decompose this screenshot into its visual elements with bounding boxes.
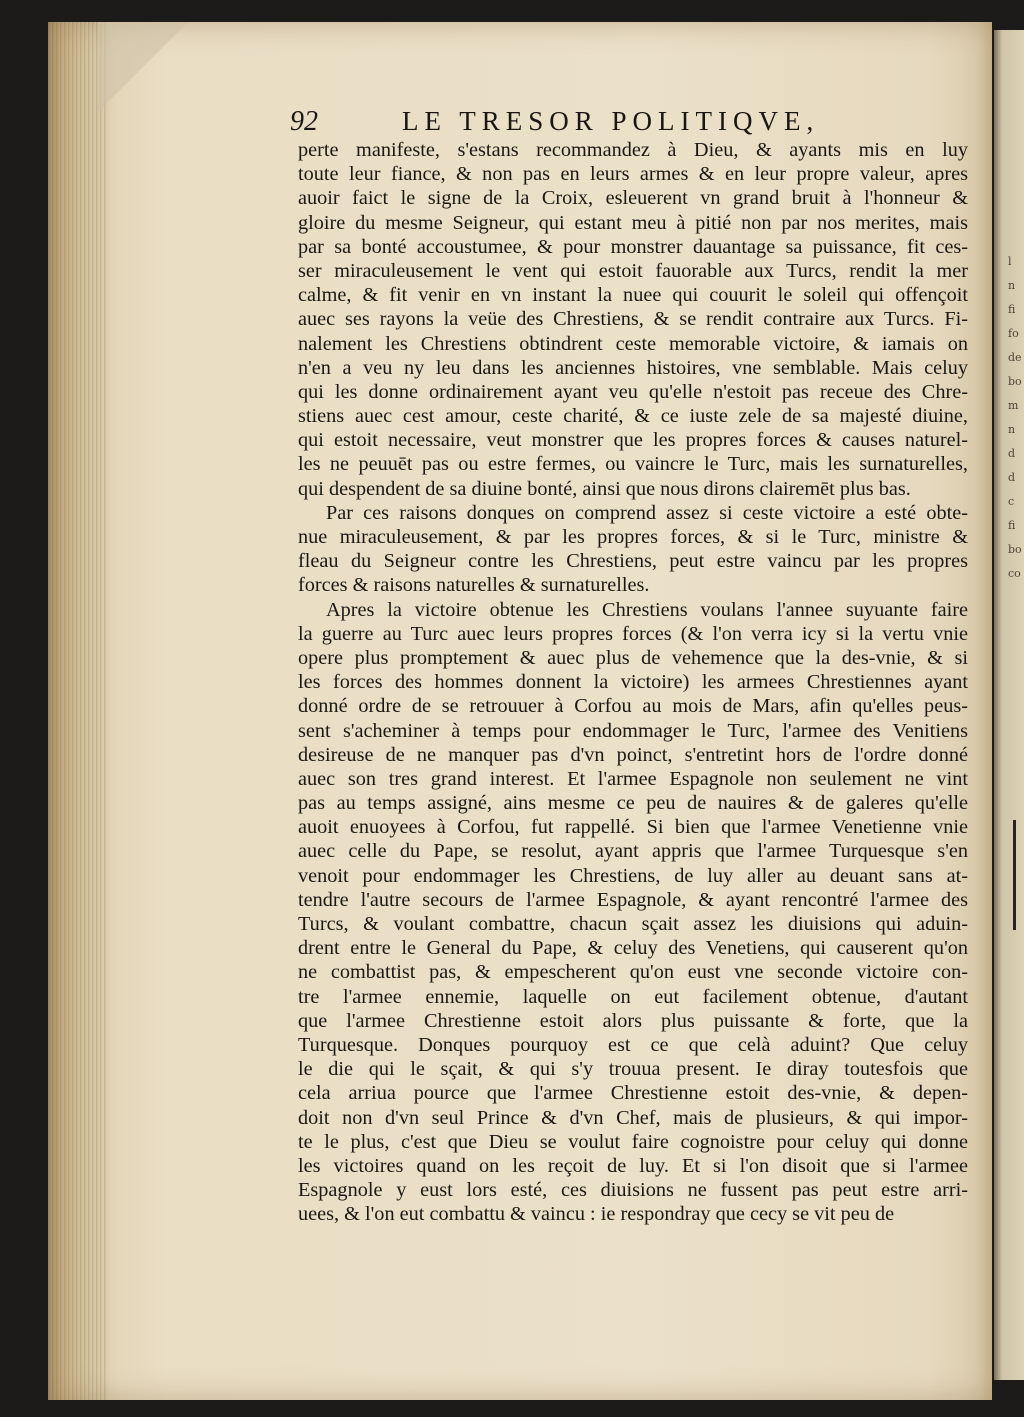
- adjacent-page-fragment: d: [1008, 471, 1016, 484]
- text-line: auoit enuoyees à Corfou, fut rappellé. Si bien que l'armee Venetienne vnie: [298, 816, 968, 839]
- adjacent-page: [994, 30, 1024, 1380]
- text-line: le die qui le sçait, & qui s'y trouua present. Ie diray toutesfois que: [298, 1058, 968, 1081]
- text-line: venoit pour endommager les Chrestiens, de luy aller au deuant sans at-: [298, 864, 968, 887]
- adjacent-page-fragment: fi: [1008, 303, 1016, 316]
- text-line: pas au temps assigné, ains mesme ce peu de nauires & de galeres qu'elle: [298, 792, 968, 815]
- text-line: uees, & l'on eut combattu & vaincu : ie respondray que cecy se vit peu de: [298, 1203, 895, 1226]
- text-line: sent s'acheminer à temps pour endommager le Turc, l'armee des Venitiens: [298, 719, 968, 742]
- adjacent-page-mark: [1013, 820, 1016, 930]
- text-line: auoir faict le signe de la Croix, esleuerent vn grand bruit à l'honneur &: [298, 187, 968, 210]
- adjacent-page-text: [1008, 250, 1024, 586]
- text-line: fleau du Seigneur contre les Chrestiens, peut estre vaincu par les propres: [298, 550, 968, 573]
- adjacent-page-fragment: de: [1008, 351, 1022, 364]
- text-line: te le plus, c'est que Dieu se voulut faire cognoistre pour celuy qui donne: [298, 1130, 968, 1153]
- text-line: tendre l'autre secours de l'armee Espagnole, & ayant rencontré l'armee des: [298, 888, 968, 911]
- text-line: les victoires quand on les reçoit de luy. Et si l'on disoit que si l'armee: [298, 1154, 968, 1177]
- adjacent-page-fragment: m: [1008, 399, 1019, 412]
- text-line: Par ces raisons donques on comprend assez si ceste victoire a esté obte-: [326, 501, 968, 524]
- text-line: les forces des hommes donnent la victoire) les armees Chrestiennes ayant: [298, 671, 968, 694]
- text-line: auec celle du Pape, se resolut, ayant appris que l'armee Turquesque s'en: [298, 840, 968, 863]
- text-line: les ne peuuēt pas ou estre fermes, ou vaincre le Turc, mais les surnaturelles,: [298, 453, 968, 476]
- text-line: par sa bonté accoustumee, & pour monstrer dauantage sa puissance, fit ces-: [298, 235, 968, 258]
- text-line: que l'armee Chrestienne estoit alors plus puissante & forte, que la: [298, 1009, 968, 1032]
- text-line: la guerre au Turc auec leurs propres forces (& l'on verra icy si la vertu vnie: [298, 622, 968, 645]
- text-line: donné ordre de se retrouuer à Corfou au mois de Mars, afin qu'elles peus-: [298, 695, 968, 718]
- text-line: qui estoit necessaire, veut monstrer que les propres forces & causes naturel-: [298, 429, 968, 452]
- text-line: perte manifeste, s'estans recommandez à Dieu, & ayants mis en luy: [298, 139, 968, 161]
- text-line: stiens auec cest amour, ceste charité, & ce iuste zele de sa majesté diuine,: [298, 405, 968, 428]
- adjacent-page-fragment: n: [1008, 279, 1016, 292]
- text-line: Espagnole y eust lors esté, ces diuisions ne fussent pas peut estre arri-: [298, 1179, 968, 1202]
- adjacent-page-fragment: bo: [1008, 543, 1022, 556]
- text-line: drent entre le General du Pape, & celuy des Venetiens, qui causerent qu'on: [298, 937, 968, 960]
- text-line: Apres la victoire obtenue les Chrestiens voulans l'annee suyuante faire: [326, 598, 968, 621]
- text-line: ser miraculeusement le vent qui estoit fauorable aux Turcs, rendit la mer: [298, 259, 968, 282]
- adjacent-page-fragment: fo: [1008, 327, 1019, 340]
- text-line: Turquesque. Donques pourquoy est ce que celà aduint? Que celuy: [298, 1033, 968, 1056]
- page-corner-fold: [98, 22, 188, 112]
- text-line: nalement les Chrestiens obtindrent ceste memorable victoire, & iamais on: [298, 332, 968, 355]
- text-line: opere plus promptement & auec plus de vehemence que la des-vnie, & si: [298, 646, 968, 669]
- page-header: [290, 102, 990, 142]
- text-line: desireuse de ne manquer pas d'vn poinct, s'entretint hors de l'ordre donné: [298, 743, 968, 766]
- text-line: cela arriua pource que l'armee Chrestienne estoit des-vnie, & depen-: [298, 1082, 968, 1105]
- text-line: calme, & fit venir en vn instant la nuee qui couurit le soleil qui offençoit: [298, 284, 968, 307]
- text-line: gloire du mesme Seigneur, qui estant meu à pitié non par nos merites, mais: [298, 211, 968, 234]
- text-line: auec ses rayons la veüe des Chrestiens, & se rendit contraire aux Turcs. Fi-: [298, 308, 968, 331]
- text-line: Turcs, & voulant combattre, chacun sçait assez les diuisions qui aduin-: [298, 913, 968, 935]
- text-line: n'en a veu ny leu dans les anciennes histoires, vne semblable. Mais celuy: [298, 356, 968, 379]
- text-line: nue miraculeusement, & par les propres forces, & si le Turc, ministre &: [298, 526, 968, 548]
- text-line: tre l'armee ennemie, laquelle on eut facilement obtenue, d'autant: [298, 985, 968, 1008]
- body-text: [298, 138, 968, 1226]
- text-line: toute leur fiance, & non pas en leurs armes & en leur propre valeur, apres: [298, 163, 968, 186]
- adjacent-page-fragment: co: [1008, 567, 1021, 580]
- text-line: forces & raisons naturelles & surnaturelles.: [298, 574, 650, 597]
- text-line: qui despendent de sa diuine bonté, ainsi que nous dirons clairemēt plus bas.: [298, 477, 911, 500]
- adjacent-page-fragment: c: [1008, 495, 1015, 508]
- adjacent-page-fragment: d: [1008, 447, 1016, 460]
- text-line: auec son tres grand interest. Et l'armee Espagnole non seulement ne vint: [298, 767, 968, 790]
- adjacent-page-fragment: bo: [1008, 375, 1022, 388]
- text-line: doit non d'vn seul Prince & d'vn Chef, mais de plusieurs, & qui impor-: [298, 1106, 968, 1129]
- text-line: qui les donne ordinairement ayant veu qu'elle n'estoit pas receue des Chre-: [298, 380, 968, 403]
- adjacent-page-fragment: n: [1008, 423, 1016, 436]
- adjacent-page-fragment: fi: [1008, 519, 1016, 532]
- running-title: LE TRESOR POLITIQVE,: [402, 106, 820, 136]
- text-line: ne combattist pas, & empescherent qu'on eust vne seconde victoire con-: [298, 961, 968, 984]
- adjacent-page-fragment: l: [1008, 255, 1012, 268]
- page-number: 92: [290, 106, 318, 137]
